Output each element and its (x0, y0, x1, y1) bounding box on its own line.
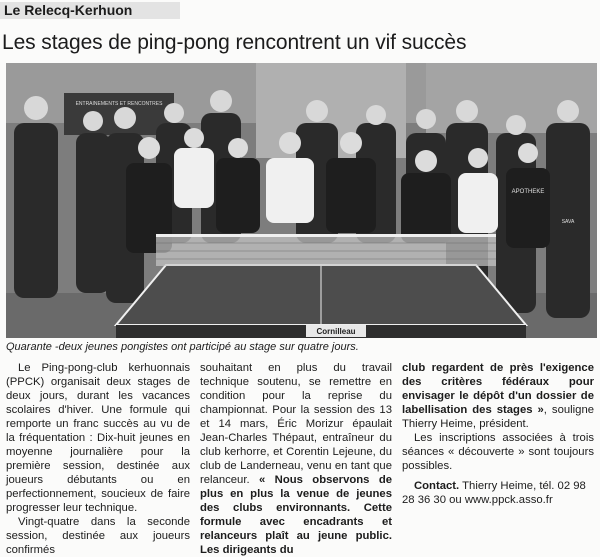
president-quote-part-2: club regardent de près l'exigence des critères fédéraux pour envisager le dépôt d'un dossier de labellisation des stages » (402, 362, 594, 416)
wall-sign-text: ENTRAINEMENTS ET RENCONTRES (75, 101, 163, 107)
article-paragraph: Vingt-quatre dans la seconde session, destinée aux joueurs confirmés (6, 516, 190, 556)
contact-label: Contact. (414, 480, 460, 492)
photo-caption: Quarante -deux jeunes pongistes ont participé au stage sur quatre jours. (6, 341, 359, 353)
article-paragraph: Les inscriptions associées à trois séances « découverte » sont toujours possibles. (402, 432, 594, 472)
group-photo (6, 63, 597, 338)
article-headline: Les stages de ping-pong rencontrent un vif succès (2, 31, 467, 54)
article-column-1 (6, 361, 190, 557)
article-paragraph: Le Ping-pong-club kerhuonnais (PPCK) organisait deux stages de deux jours, durant les vacances scolaires d'hiver. Une formule qui remporte un franc succès au vu de la fréquentation : Dix-huit jeunes en moyenne journalière pour la première session, destinée aux joueurs débutants ou en perfectionnement, soucieux de faire progresser leur technique. (6, 362, 190, 514)
quote-attribution: , souligne Thierry Heime, président. (402, 404, 595, 430)
article-text: souhaitant en plus du travail technique soutenu, se remettre en condition pour la reprise du championnat. Pour la session des 13 et 14 mars, Éric Morizur épaulait Jean-Charles Thépaut, entraîneur du club kerhorre, et Corentin Lejeune, du club de Landerneau, venu en tant que relanceur. (200, 362, 392, 486)
shirt-text-sava: SAVA (561, 219, 575, 225)
table-brand-text: Cornilleau (316, 327, 356, 336)
article-paragraph (200, 361, 392, 557)
article-column-3 (402, 361, 594, 507)
locality-banner (0, 2, 180, 19)
article-column-2 (200, 361, 392, 557)
contact-details: Thierry Heime, tél. 02 98 28 36 30 ou www.ppck.asso.fr (402, 480, 586, 506)
president-quote-part-1: « Nous observons de plus en plus la venue de jeunes des clubs environnants. Cette formule avec encadrants et relanceurs plaît au jeune public. Les dirigeants du (200, 474, 392, 556)
shirt-text-apotheke: APOTHEKE (511, 189, 545, 195)
contact-line (402, 479, 594, 507)
locality-name: Le Relecq-Kerhuon (4, 2, 133, 18)
article-paragraph (402, 361, 594, 431)
